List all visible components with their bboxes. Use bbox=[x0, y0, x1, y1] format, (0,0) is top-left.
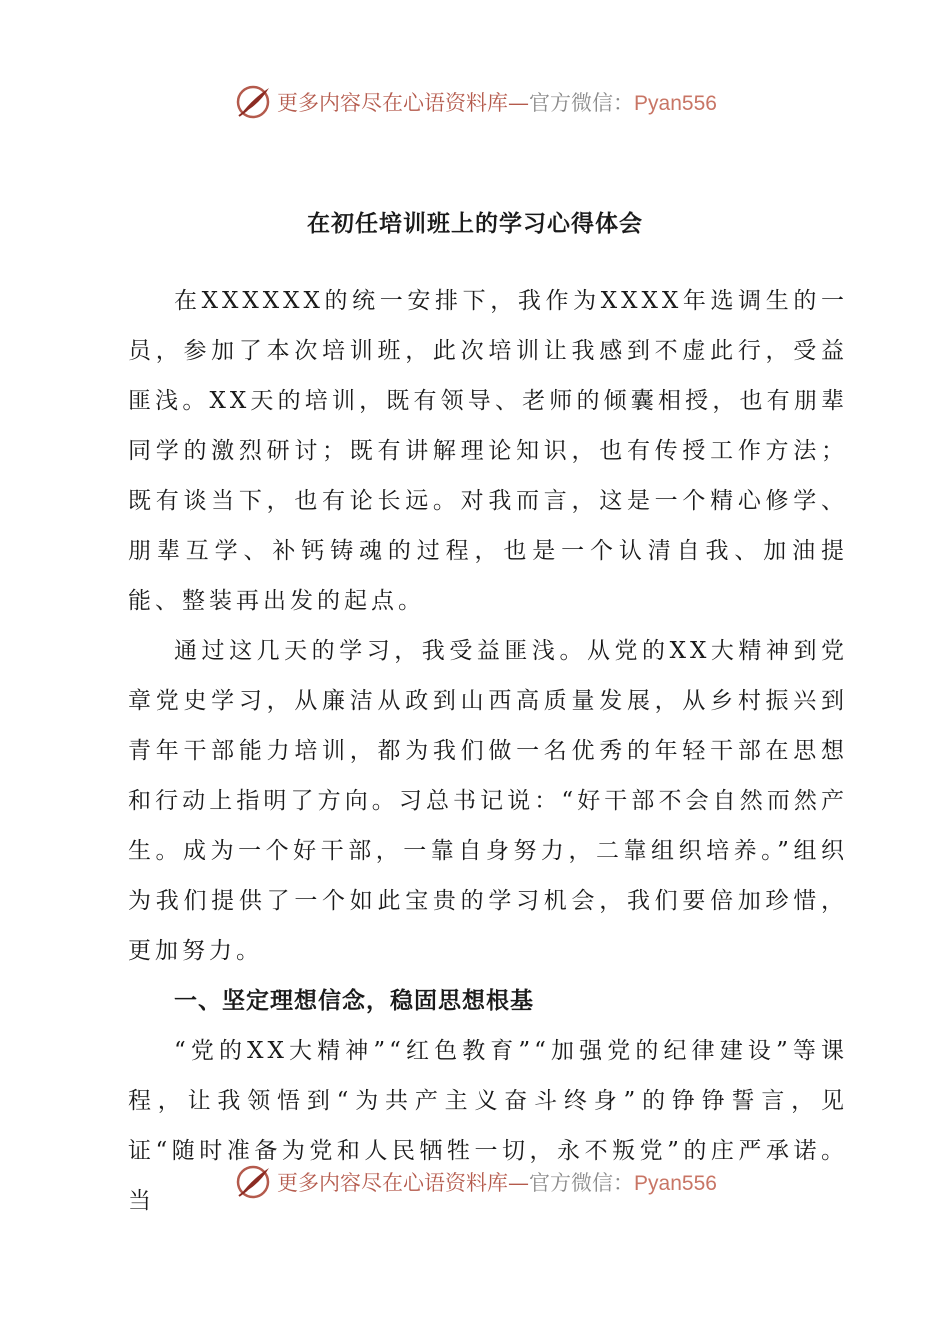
document-body bbox=[128, 276, 848, 1226]
watermark-text: 更多内容尽在心语资料库— bbox=[277, 1171, 530, 1195]
watermark-wechat-id: Pyan556 bbox=[634, 92, 717, 115]
quill-logo-icon bbox=[233, 1162, 273, 1202]
watermark-wechat-id: Pyan556 bbox=[634, 1172, 717, 1195]
paragraph-1: 在XXXXXX的统一安排下，我作为XXXX年选调生的一员，参加了本次培训班，此次培训让我感到不虚此行，受益匪浅。XX天的培训，既有领导、老师的倾囊相授，也有朋辈同学的激烈研讨；既有讲解理论知识，也有传授工作方法；既有谈当下，也有论长远。对我而言，这是一个精心修学、朋辈互学、补钙铸魂的过程，也是一个认清自我、加油提能、整装再出发的起点。 bbox=[128, 288, 848, 614]
watermark-wechat-label: 官方微信： bbox=[529, 91, 635, 115]
document-title: 在初任培训班上的学习心得体会 bbox=[307, 211, 643, 237]
watermark-banner-top bbox=[0, 80, 950, 124]
watermark-banner-bottom bbox=[0, 1160, 950, 1204]
watermark-wechat-label: 官方微信： bbox=[529, 1171, 635, 1195]
watermark-text: 更多内容尽在心语资料库— bbox=[277, 91, 530, 115]
quill-logo-icon bbox=[233, 82, 273, 122]
paragraph-2: 通过这几天的学习，我受益匪浅。从党的XX大精神到党章党史学习，从廉洁从政到山西高质量发展，从乡村振兴到青年干部能力培训，都为我们做一名优秀的年轻干部在思想和行动上指明了方向。习总书记说：“好干部不会自然而然产生。成为一个好干部，一靠自身努力，二靠组织培养。”组织为我们提供了一个如此宝贵的学习机会，我们要倍加珍惜，更加努力。 bbox=[128, 638, 848, 964]
paragraph-3: “党的XX大精神”“红色教育”“加强党的纪律建设”等课程，让我领悟到“为共产主义奋斗终身”的铮铮誓言，见证“随时准备为党和人民牺牲一切，永不叛党”的庄严承诺。当 bbox=[128, 1038, 848, 1214]
section-heading-1: 一、坚定理想信念，稳固思想根基 bbox=[174, 988, 534, 1014]
